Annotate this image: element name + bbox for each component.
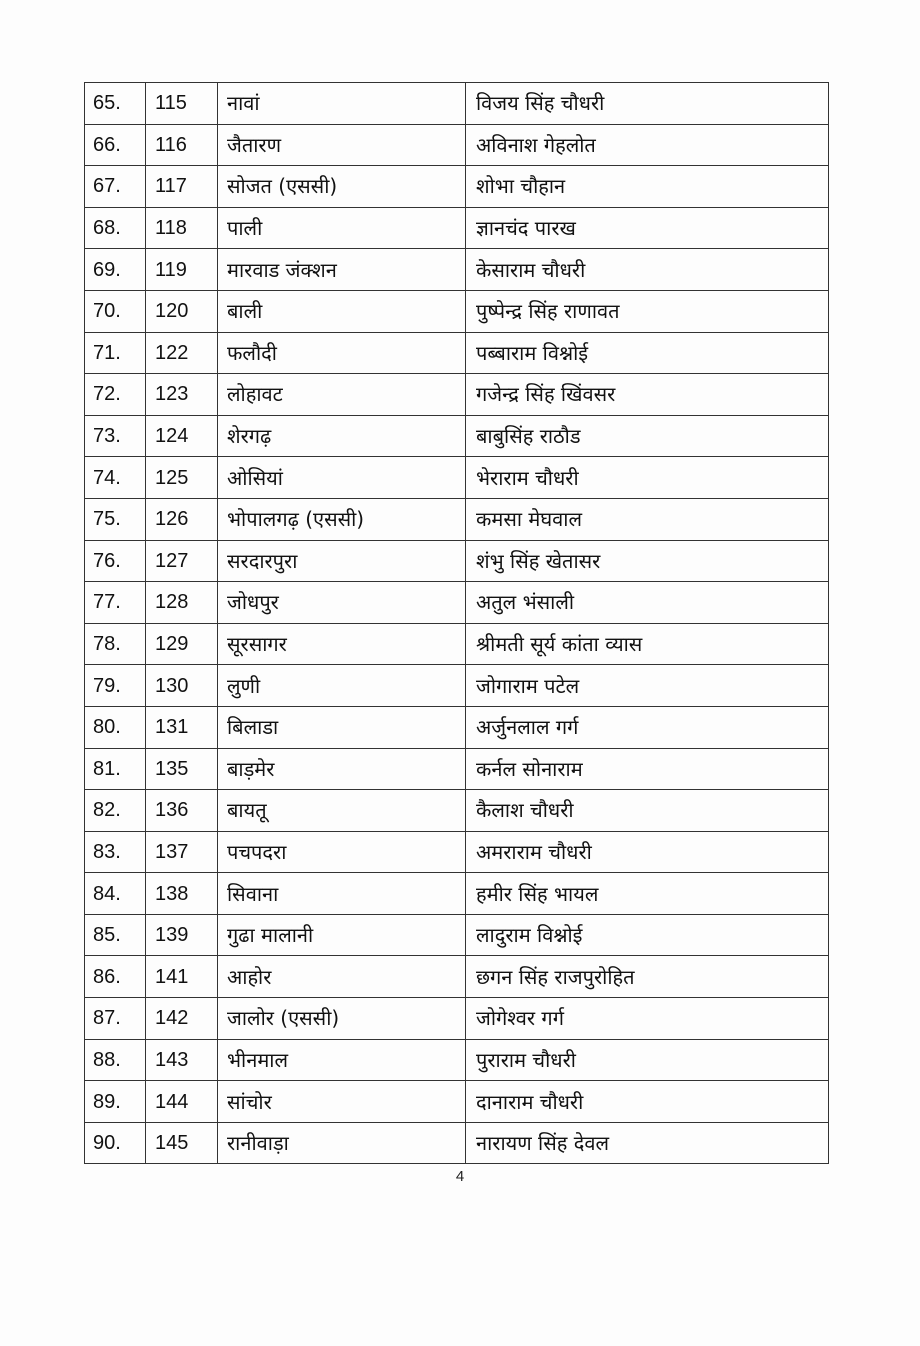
- constituency-name-cell: फलौदी: [218, 332, 466, 374]
- constituency-number-cell: 141: [146, 956, 218, 998]
- serial-number-cell: 80.: [85, 706, 146, 748]
- candidate-name-cell: शंभु सिंह खेतासर: [466, 540, 829, 582]
- constituency-name-cell: नावां: [218, 83, 466, 125]
- table-row: [85, 540, 829, 582]
- candidate-name-cell: कैलाश चौधरी: [466, 790, 829, 832]
- serial-number-cell: 79.: [85, 665, 146, 707]
- constituency-name-cell: भीनमाल: [218, 1039, 466, 1081]
- constituency-name-cell: भोपालगढ़ (एससी): [218, 498, 466, 540]
- candidate-name-cell: कमसा मेघवाल: [466, 498, 829, 540]
- constituency-name-cell: पाली: [218, 207, 466, 249]
- constituency-name-cell: ओसियां: [218, 457, 466, 499]
- constituency-name-cell: शेरगढ़: [218, 415, 466, 457]
- constituency-name-cell: रानीवाड़ा: [218, 1122, 466, 1164]
- serial-number-cell: 82.: [85, 790, 146, 832]
- serial-number-cell: 69.: [85, 249, 146, 291]
- serial-number-cell: 77.: [85, 582, 146, 624]
- table-row: [85, 956, 829, 998]
- table-body: [85, 83, 829, 1164]
- serial-number-cell: 74.: [85, 457, 146, 499]
- constituency-number-cell: 131: [146, 706, 218, 748]
- candidate-name-cell: छगन सिंह राजपुरोहित: [466, 956, 829, 998]
- constituency-number-cell: 143: [146, 1039, 218, 1081]
- constituency-number-cell: 125: [146, 457, 218, 499]
- table-row: [85, 790, 829, 832]
- candidate-name-cell: जोगेश्वर गर्ग: [466, 998, 829, 1040]
- candidate-name-cell: विजय सिंह चौधरी: [466, 83, 829, 125]
- constituency-number-cell: 136: [146, 790, 218, 832]
- candidate-name-cell: बाबुसिंह राठौड: [466, 415, 829, 457]
- table-row: [85, 207, 829, 249]
- serial-number-cell: 88.: [85, 1039, 146, 1081]
- table-row: [85, 166, 829, 208]
- table-row: [85, 415, 829, 457]
- serial-number-cell: 70.: [85, 290, 146, 332]
- constituency-name-cell: सांचोर: [218, 1081, 466, 1123]
- serial-number-cell: 78.: [85, 623, 146, 665]
- candidate-name-cell: पुष्पेन्द्र सिंह राणावत: [466, 290, 829, 332]
- constituency-name-cell: आहोर: [218, 956, 466, 998]
- serial-number-cell: 66.: [85, 124, 146, 166]
- candidate-name-cell: जोगाराम पटेल: [466, 665, 829, 707]
- table-row: [85, 83, 829, 125]
- serial-number-cell: 75.: [85, 498, 146, 540]
- serial-number-cell: 68.: [85, 207, 146, 249]
- candidate-name-cell: केसाराम चौधरी: [466, 249, 829, 291]
- constituency-number-cell: 115: [146, 83, 218, 125]
- serial-number-cell: 85.: [85, 914, 146, 956]
- constituency-number-cell: 124: [146, 415, 218, 457]
- constituency-number-cell: 144: [146, 1081, 218, 1123]
- constituency-number-cell: 119: [146, 249, 218, 291]
- candidate-name-cell: कर्नल सोनाराम: [466, 748, 829, 790]
- constituency-name-cell: जैतारण: [218, 124, 466, 166]
- constituency-number-cell: 138: [146, 873, 218, 915]
- serial-number-cell: 67.: [85, 166, 146, 208]
- serial-number-cell: 90.: [85, 1122, 146, 1164]
- constituency-number-cell: 120: [146, 290, 218, 332]
- constituency-name-cell: जोधपुर: [218, 582, 466, 624]
- constituency-number-cell: 126: [146, 498, 218, 540]
- constituency-name-cell: बाली: [218, 290, 466, 332]
- constituency-name-cell: सरदारपुरा: [218, 540, 466, 582]
- candidate-name-cell: पब्बाराम विश्नोई: [466, 332, 829, 374]
- candidate-name-cell: पुराराम चौधरी: [466, 1039, 829, 1081]
- table-row: [85, 457, 829, 499]
- constituency-number-cell: 142: [146, 998, 218, 1040]
- serial-number-cell: 84.: [85, 873, 146, 915]
- candidate-name-cell: हमीर सिंह भायल: [466, 873, 829, 915]
- table-row: [85, 623, 829, 665]
- candidate-name-cell: शोभा चौहान: [466, 166, 829, 208]
- candidate-name-cell: गजेन्द्र सिंह खिंवसर: [466, 374, 829, 416]
- constituency-name-cell: बिलाडा: [218, 706, 466, 748]
- candidate-name-cell: दानाराम चौधरी: [466, 1081, 829, 1123]
- table-row: [85, 374, 829, 416]
- candidate-list-table: [84, 82, 829, 1164]
- constituency-number-cell: 116: [146, 124, 218, 166]
- serial-number-cell: 83.: [85, 831, 146, 873]
- serial-number-cell: 71.: [85, 332, 146, 374]
- constituency-number-cell: 139: [146, 914, 218, 956]
- page-number: 4: [455, 1168, 465, 1185]
- table-row: [85, 582, 829, 624]
- candidate-name-cell: भेराराम चौधरी: [466, 457, 829, 499]
- candidate-name-cell: लादुराम विश्नोई: [466, 914, 829, 956]
- table-row: [85, 706, 829, 748]
- table-row: [85, 914, 829, 956]
- serial-number-cell: 73.: [85, 415, 146, 457]
- candidate-name-cell: अमराराम चौधरी: [466, 831, 829, 873]
- candidate-name-cell: ज्ञानचंद पारख: [466, 207, 829, 249]
- table-row: [85, 332, 829, 374]
- constituency-number-cell: 127: [146, 540, 218, 582]
- serial-number-cell: 76.: [85, 540, 146, 582]
- constituency-name-cell: गुढा मालानी: [218, 914, 466, 956]
- constituency-name-cell: लोहावट: [218, 374, 466, 416]
- constituency-name-cell: बाड़मेर: [218, 748, 466, 790]
- constituency-name-cell: लुणी: [218, 665, 466, 707]
- serial-number-cell: 86.: [85, 956, 146, 998]
- serial-number-cell: 87.: [85, 998, 146, 1040]
- constituency-number-cell: 128: [146, 582, 218, 624]
- constituency-number-cell: 135: [146, 748, 218, 790]
- table-row: [85, 1081, 829, 1123]
- table-row: [85, 831, 829, 873]
- serial-number-cell: 89.: [85, 1081, 146, 1123]
- constituency-name-cell: सिवाना: [218, 873, 466, 915]
- constituency-number-cell: 118: [146, 207, 218, 249]
- table-row: [85, 998, 829, 1040]
- table-row: [85, 873, 829, 915]
- constituency-name-cell: बायतू: [218, 790, 466, 832]
- candidate-name-cell: अतुल भंसाली: [466, 582, 829, 624]
- candidate-name-cell: श्रीमती सूर्य कांता व्यास: [466, 623, 829, 665]
- table-row: [85, 290, 829, 332]
- serial-number-cell: 65.: [85, 83, 146, 125]
- constituency-number-cell: 122: [146, 332, 218, 374]
- table-row: [85, 665, 829, 707]
- constituency-number-cell: 130: [146, 665, 218, 707]
- constituency-name-cell: मारवाड जंक्शन: [218, 249, 466, 291]
- table-row: [85, 249, 829, 291]
- candidate-name-cell: अविनाश गेहलोत: [466, 124, 829, 166]
- constituency-number-cell: 117: [146, 166, 218, 208]
- table-row: [85, 124, 829, 166]
- constituency-number-cell: 137: [146, 831, 218, 873]
- candidate-name-cell: नारायण सिंह देवल: [466, 1122, 829, 1164]
- constituency-name-cell: पचपदरा: [218, 831, 466, 873]
- constituency-name-cell: सोजत (एससी): [218, 166, 466, 208]
- serial-number-cell: 81.: [85, 748, 146, 790]
- constituency-name-cell: सूरसागर: [218, 623, 466, 665]
- table-row: [85, 498, 829, 540]
- table-row: [85, 1039, 829, 1081]
- table-row: [85, 1122, 829, 1164]
- table-row: [85, 748, 829, 790]
- constituency-name-cell: जालोर (एससी): [218, 998, 466, 1040]
- constituency-number-cell: 129: [146, 623, 218, 665]
- constituency-number-cell: 145: [146, 1122, 218, 1164]
- candidate-name-cell: अर्जुनलाल गर्ग: [466, 706, 829, 748]
- serial-number-cell: 72.: [85, 374, 146, 416]
- constituency-number-cell: 123: [146, 374, 218, 416]
